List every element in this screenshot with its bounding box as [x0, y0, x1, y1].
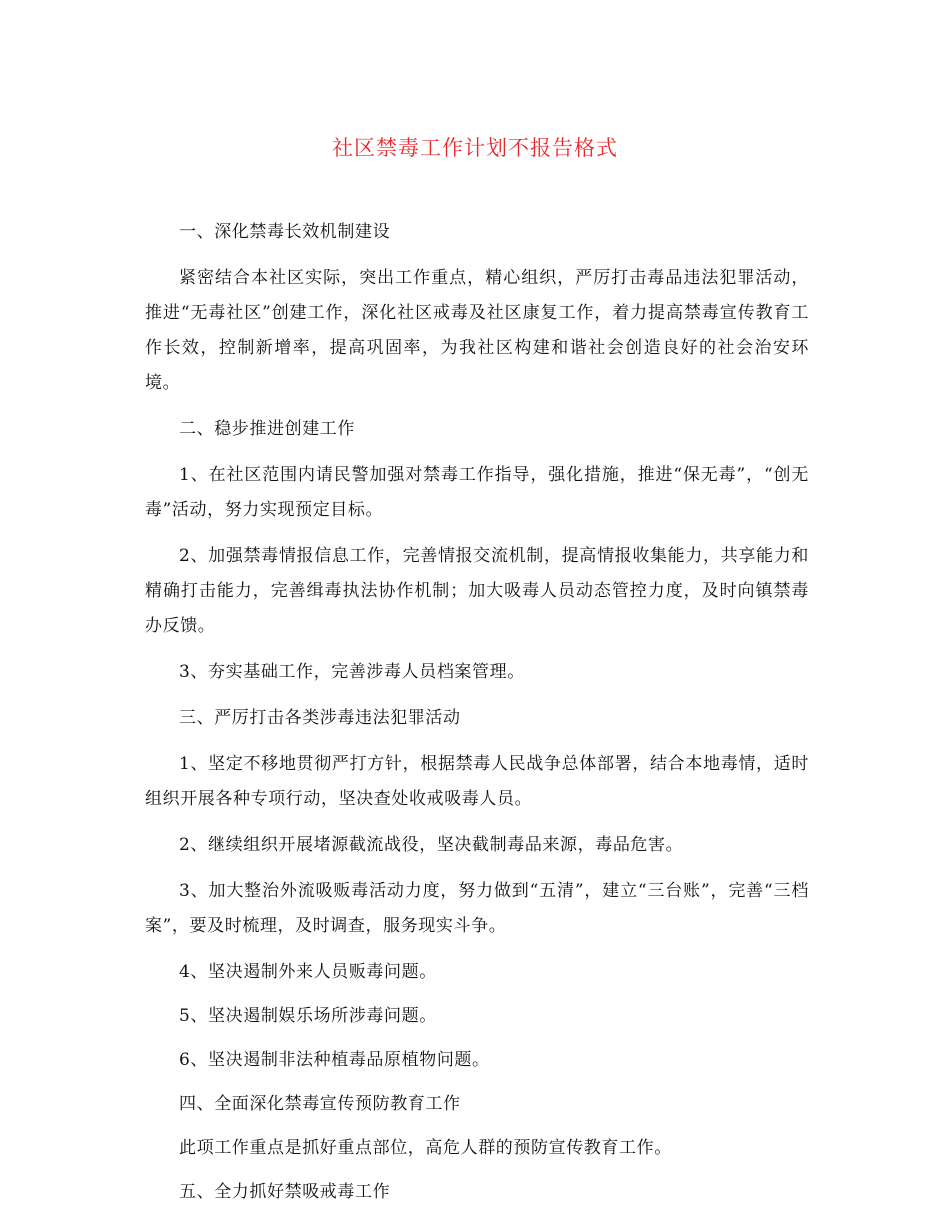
section-heading-3: 三、严厉打击各类涉毒违法犯罪活动 [179, 708, 461, 728]
paragraph: 3、加大整治外流吸贩毒活动力度，努力做到“五清”，建立“三台账”，完善“三档案”，要及时梳理，及时调查，服务现实斗争。 [145, 881, 809, 936]
document-title: 社区禁毒工作计划不报告格式 [332, 136, 618, 160]
section-heading-1: 一、深化禁毒长效机制建设 [179, 222, 391, 242]
section-heading-2: 二、稳步推进创建工作 [179, 419, 355, 439]
paragraph: 2、加强禁毒情报信息工作，完善情报交流机制，提高情报收集能力，共享能力和精确打击能力，完善缉毒执法协作机制；加大吸毒人员动态管控力度，及时向镇禁毒办反馈。 [145, 546, 809, 636]
paragraph: 6、坚决遏制非法种植毒品原植物问题。 [179, 1050, 490, 1070]
paragraph: 1、在社区范围内请民警加强对禁毒工作指导，强化措施，推进“保无毒”，“创无毒”活动，努力实现预定目标。 [145, 465, 809, 520]
paragraph: 此项工作重点是抓好重点部位，高危人群的预防宣传教育工作。 [179, 1138, 672, 1158]
paragraph: 2、继续组织开展堵源截流战役，坚决截制毒品来源，毒品危害。 [179, 835, 684, 855]
document-body [145, 215, 809, 1219]
paragraph: 5、坚决遏制娱乐场所涉毒问题。 [179, 1006, 437, 1026]
paragraph: 4、坚决遏制外来人员贩毒问题。 [179, 962, 437, 982]
section-heading-5: 五、全力抓好禁吸戒毒工作 [179, 1182, 391, 1202]
paragraph: 3、夯实基础工作，完善涉毒人员档案管理。 [179, 662, 525, 682]
paragraph: 紧密结合本社区实际，突出工作重点，精心组织，严厉打击毒品违法犯罪活动，推进“无毒社区”创建工作，深化社区戒毒及社区康复工作，着力提高禁毒宣传教育工作长效，控制新增率，提高巩固率，为我社区构建和谐社会创造良好的社会治安环境。 [145, 268, 809, 393]
paragraph: 1、坚定不移地贯彻严打方针，根据禁毒人民战争总体部署，结合本地毒情，适时组织开展各种专项行动，坚决查处收戒吸毒人员。 [145, 754, 809, 809]
section-heading-4: 四、全面深化禁毒宣传预防教育工作 [179, 1094, 461, 1114]
